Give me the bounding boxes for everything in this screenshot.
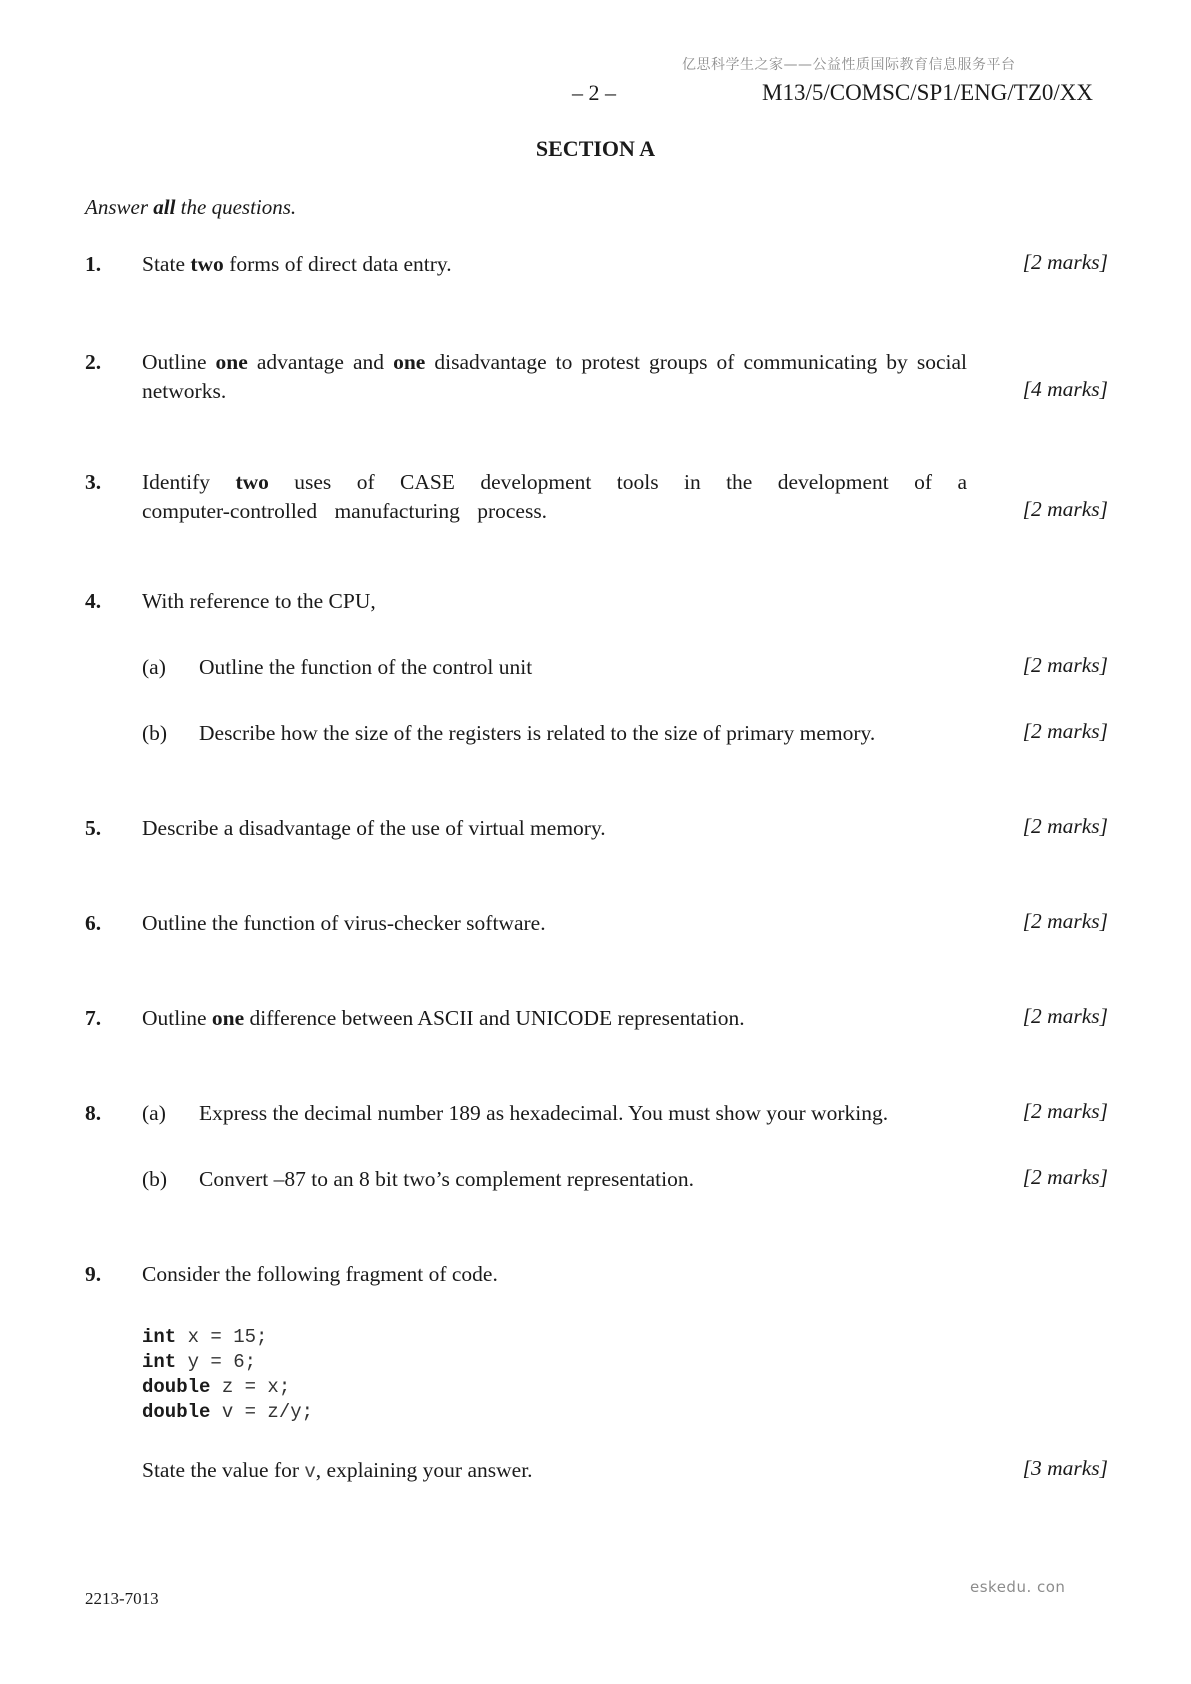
- question-number: 4.: [85, 589, 102, 613]
- marks: [2 marks]: [1022, 1099, 1108, 1123]
- text-segment: Outline: [142, 350, 216, 374]
- question-number: 2.: [85, 350, 102, 374]
- text-segment: advantage and: [247, 350, 394, 374]
- code-rest: y = 6;: [176, 1351, 257, 1373]
- header-watermark: 亿思科学生之家——公益性质国际教育信息服务平台: [682, 57, 1016, 73]
- footer-watermark: eskedu. con: [970, 1578, 1066, 1596]
- part-text: Convert –87 to an 8 bit two’s complement representation.: [199, 1167, 694, 1191]
- marks: [2 marks]: [1022, 653, 1108, 677]
- code-keyword: double: [142, 1376, 211, 1398]
- question-follow-text: [142, 1456, 967, 1487]
- marks: [2 marks]: [1022, 909, 1108, 933]
- text-segment: forms of direct data entry.: [223, 252, 452, 276]
- question-number: 5.: [85, 816, 102, 840]
- text-bold: one: [211, 1006, 245, 1030]
- section-title: SECTION A: [535, 136, 656, 161]
- part-text: Outline the function of the control unit: [199, 655, 533, 679]
- part-text: Express the decimal number 189 as hexadecimal. You must show your working.: [199, 1101, 889, 1125]
- question-text: Consider the following fragment of code.: [142, 1262, 498, 1286]
- text-bold: two: [190, 252, 224, 276]
- code-line: [142, 1375, 313, 1400]
- text-bold: one: [215, 350, 248, 374]
- page-number: – 2 –: [572, 80, 616, 105]
- code-rest: z = x;: [210, 1376, 291, 1398]
- question-text: Outline the function of virus-checker software.: [142, 911, 546, 935]
- code-line: [142, 1325, 313, 1350]
- text-segment: , explaining your answer.: [315, 1458, 533, 1482]
- text-segment: difference between ASCII and UNICODE representation.: [244, 1006, 745, 1030]
- text-segment: Outline: [142, 1006, 212, 1030]
- marks: [2 marks]: [1022, 250, 1108, 274]
- question-text: [142, 250, 967, 279]
- question-number: 7.: [85, 1006, 102, 1030]
- part-label: (b): [142, 1167, 168, 1191]
- question-text: Describe a disadvantage of the use of virtual memory.: [142, 816, 606, 840]
- paper-code: M13/5/COMSC/SP1/ENG/TZ0/XX: [762, 80, 1093, 105]
- part-label: (a): [142, 655, 166, 679]
- text-segment: disadvantage to protest groups of communicating by social networks.: [142, 350, 967, 403]
- marks: [2 marks]: [1022, 1165, 1108, 1189]
- instructions: [85, 195, 296, 220]
- instruction-post: the questions.: [175, 195, 297, 219]
- footer-code: 2213-7013: [85, 1589, 159, 1608]
- code-variable: v: [304, 1461, 316, 1483]
- question-text: [142, 468, 967, 526]
- text-bold: two: [235, 470, 269, 494]
- text-segment: State the value for: [142, 1458, 305, 1482]
- question-text: With reference to the CPU,: [142, 589, 376, 613]
- marks: [2 marks]: [1022, 1004, 1108, 1028]
- question-number: 8.: [85, 1101, 102, 1125]
- code-keyword: double: [142, 1401, 211, 1423]
- text-bold: one: [393, 350, 426, 374]
- question-number: 1.: [85, 252, 102, 276]
- marks: [2 marks]: [1022, 814, 1108, 838]
- instruction-bold: all: [153, 195, 176, 219]
- text-segment: uses of CASE development tools in the development of a computer-controlled manufacturing process.: [142, 470, 968, 523]
- code-rest: v = z/y;: [210, 1401, 314, 1423]
- part-text: Describe how the size of the registers is related to the size of primary memory.: [199, 721, 876, 745]
- marks: [2 marks]: [1022, 497, 1108, 521]
- instruction-pre: Answer: [85, 195, 154, 219]
- marks: [2 marks]: [1022, 719, 1108, 743]
- code-rest: x = 15;: [176, 1326, 268, 1348]
- part-label: (a): [142, 1101, 166, 1125]
- code-keyword: int: [142, 1326, 177, 1348]
- text-segment: Identify: [142, 470, 236, 494]
- marks: [4 marks]: [1022, 377, 1108, 401]
- text-segment: State: [142, 252, 191, 276]
- code-keyword: int: [142, 1351, 177, 1373]
- question-text: [142, 348, 967, 406]
- question-number: 6.: [85, 911, 102, 935]
- question-number: 3.: [85, 470, 102, 494]
- marks: [3 marks]: [1022, 1456, 1108, 1480]
- question-text: [142, 1004, 967, 1033]
- code-line: [142, 1400, 313, 1425]
- code-line: [142, 1350, 313, 1375]
- question-number: 9.: [85, 1262, 102, 1286]
- code-block: [142, 1325, 313, 1425]
- part-label: (b): [142, 721, 168, 745]
